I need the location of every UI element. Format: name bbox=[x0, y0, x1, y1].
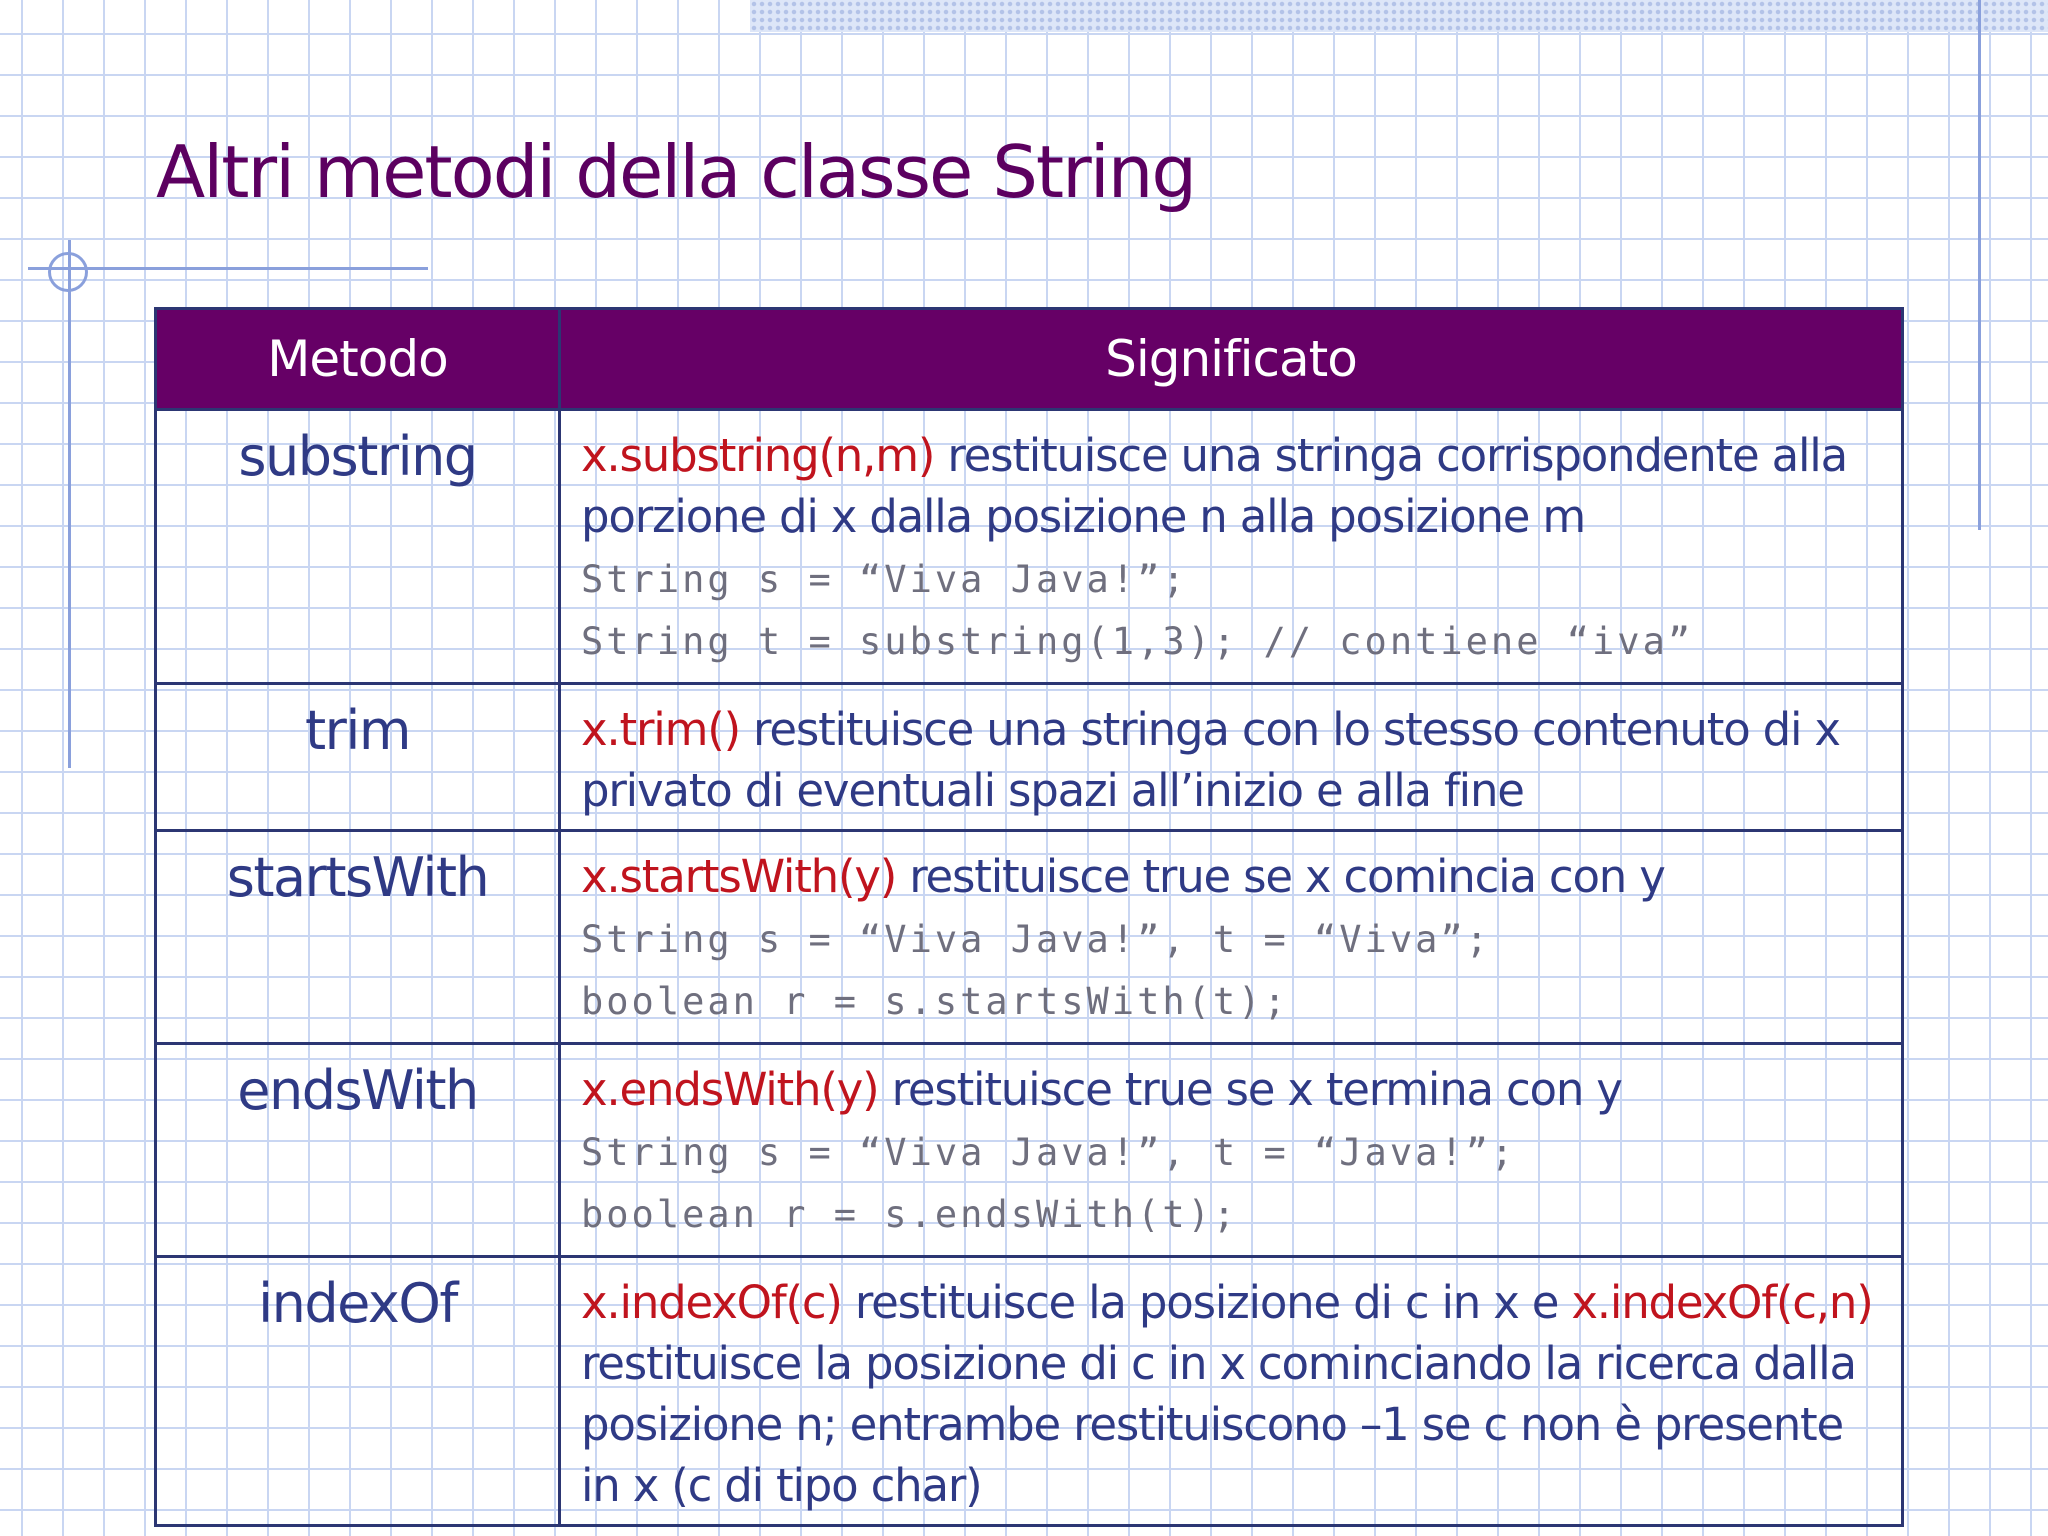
code-line: String t = substring(1,3); // contiene “iva” bbox=[581, 620, 1694, 663]
method-name: endsWith bbox=[156, 1044, 560, 1257]
description-text bbox=[581, 425, 1885, 547]
decorative-top-band bbox=[750, 0, 2048, 32]
method-call: x.startsWith(y) bbox=[581, 850, 897, 903]
description-text bbox=[581, 1272, 1885, 1516]
description-body: restituisce una stringa con lo stesso contenuto di x privato di eventuali spazi all’inizio e alla fine bbox=[581, 703, 1840, 817]
method-call: x.indexOf(c) bbox=[581, 1276, 842, 1329]
method-call: x.trim() bbox=[581, 703, 740, 756]
description-text bbox=[581, 1059, 1885, 1120]
method-name: substring bbox=[156, 410, 560, 684]
description-body: restituisce la posizione di c in x e bbox=[841, 1276, 1572, 1329]
code-line: boolean r = s.startsWith(t); bbox=[581, 980, 1289, 1023]
code-line: String s = “Viva Java!”, t = “Viva”; bbox=[581, 918, 1491, 961]
method-name: trim bbox=[156, 684, 560, 831]
decorative-vertical-line bbox=[68, 240, 71, 768]
table-row bbox=[156, 1044, 1903, 1257]
description-body: restituisce la posizione di c in x cominciando la ricerca dalla posizione n; entrambe restituiscono –1 se c non è presente in x (c di tipo char) bbox=[581, 1337, 1856, 1512]
code-line: String s = “Viva Java!”; bbox=[581, 558, 1188, 601]
description-body: restituisce true se x termina con y bbox=[878, 1063, 1622, 1116]
table-header-row bbox=[156, 309, 1903, 410]
method-call: x.indexOf(c,n) bbox=[1571, 1276, 1873, 1329]
decorative-title-underline bbox=[28, 267, 428, 270]
method-call: x.substring(n,m) bbox=[581, 429, 935, 482]
method-name: indexOf bbox=[156, 1257, 560, 1526]
method-description bbox=[560, 1044, 1903, 1257]
method-call: x.endsWith(y) bbox=[581, 1063, 879, 1116]
method-description bbox=[560, 410, 1903, 684]
code-line: boolean r = s.endsWith(t); bbox=[581, 1193, 1239, 1236]
code-line: String s = “Viva Java!”, t = “Java!”; bbox=[581, 1131, 1517, 1174]
methods-table bbox=[154, 307, 1904, 1527]
decorative-vertical-line bbox=[1978, 0, 1981, 530]
table-row bbox=[156, 831, 1903, 1044]
slide-title: Altri metodi della classe String bbox=[156, 130, 1196, 214]
description-text bbox=[581, 846, 1885, 907]
description-body: restituisce una stringa corrispondente alla porzione di x dalla posizione n alla posizione m bbox=[581, 429, 1847, 543]
table-row bbox=[156, 684, 1903, 831]
description-body: restituisce true se x comincia con y bbox=[896, 850, 1665, 903]
column-header-metodo: Metodo bbox=[156, 309, 560, 410]
decorative-circle-icon bbox=[48, 252, 88, 292]
method-description bbox=[560, 831, 1903, 1044]
method-description bbox=[560, 1257, 1903, 1526]
table-row bbox=[156, 410, 1903, 684]
method-description bbox=[560, 684, 1903, 831]
description-text bbox=[581, 699, 1885, 821]
table-row bbox=[156, 1257, 1903, 1526]
method-name: startsWith bbox=[156, 831, 560, 1044]
column-header-significato: Significato bbox=[560, 309, 1903, 410]
